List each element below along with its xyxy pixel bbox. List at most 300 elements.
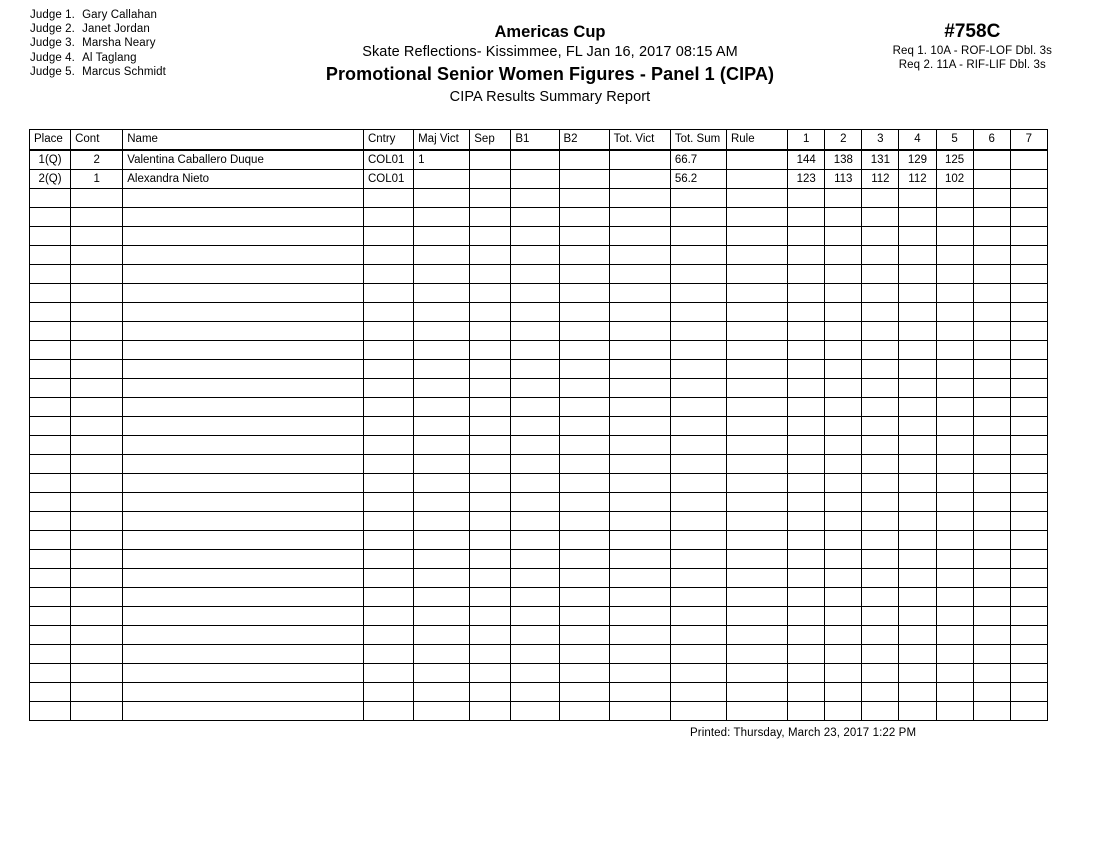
cell-empty (414, 417, 470, 436)
cell-empty (936, 227, 973, 246)
cell-empty (899, 645, 936, 664)
cell-empty (936, 664, 973, 683)
cell-empty (973, 189, 1010, 208)
cell-empty (123, 569, 364, 588)
cell-empty (726, 626, 787, 645)
table-row-empty (30, 607, 1048, 626)
cell-empty (511, 512, 559, 531)
cell-empty (1010, 474, 1047, 493)
cell-empty (123, 645, 364, 664)
cell-empty (511, 265, 559, 284)
cell-b2 (559, 170, 609, 189)
cell-empty (936, 398, 973, 417)
table-row-empty (30, 265, 1048, 284)
cell-empty (936, 550, 973, 569)
cell-empty (363, 607, 413, 626)
cell-empty (511, 436, 559, 455)
cell-empty (363, 645, 413, 664)
cell-empty (30, 417, 71, 436)
cell-empty (862, 531, 899, 550)
cell-empty (726, 455, 787, 474)
cell-empty (559, 436, 609, 455)
cell-empty (788, 189, 825, 208)
column-header-name: Name (123, 130, 364, 151)
cell-empty (123, 474, 364, 493)
cell-empty (470, 360, 511, 379)
cell-empty (670, 569, 726, 588)
cell-empty (71, 398, 123, 417)
cell-empty (414, 341, 470, 360)
cell-empty (71, 265, 123, 284)
cell-empty (470, 265, 511, 284)
cell-empty (936, 189, 973, 208)
cell-empty (363, 322, 413, 341)
cell-empty (899, 265, 936, 284)
cell-empty (726, 284, 787, 303)
cell-empty (973, 474, 1010, 493)
cell-empty (670, 455, 726, 474)
cell-empty (71, 417, 123, 436)
cell-empty (609, 569, 670, 588)
cell-empty (414, 265, 470, 284)
cell-empty (71, 702, 123, 721)
cell-empty (1010, 493, 1047, 512)
cell-empty (414, 246, 470, 265)
cell-empty (973, 208, 1010, 227)
cell-empty (123, 303, 364, 322)
table-row-empty (30, 303, 1048, 322)
cell-empty (511, 664, 559, 683)
cell-empty (30, 303, 71, 322)
cell-empty (899, 246, 936, 265)
cell-empty (30, 341, 71, 360)
column-header-rule: Rule (726, 130, 787, 151)
cell-empty (670, 265, 726, 284)
judge-label: Judge (30, 9, 62, 21)
cell-judge-score-3: 131 (862, 150, 899, 170)
judge-number: 1. (65, 9, 75, 21)
cell-rule (726, 150, 787, 170)
cell-empty (71, 474, 123, 493)
cell-empty (899, 208, 936, 227)
cell-empty (123, 531, 364, 550)
cell-empty (559, 607, 609, 626)
cell-empty (30, 436, 71, 455)
cell-empty (1010, 436, 1047, 455)
cell-empty (363, 702, 413, 721)
cell-empty (123, 189, 364, 208)
cell-empty (559, 189, 609, 208)
cell-empty (825, 284, 862, 303)
cell-judge-score-2: 138 (825, 150, 862, 170)
cell-empty (30, 569, 71, 588)
cell-empty (71, 569, 123, 588)
cell-empty (609, 550, 670, 569)
cell-empty (363, 569, 413, 588)
cell-empty (899, 360, 936, 379)
cell-empty (71, 227, 123, 246)
cell-empty (123, 246, 364, 265)
cell-empty (825, 550, 862, 569)
cell-empty (511, 683, 559, 702)
cell-empty (123, 322, 364, 341)
cell-empty (899, 683, 936, 702)
cell-empty (609, 702, 670, 721)
column-header-cntry: Cntry (363, 130, 413, 151)
cell-empty (670, 284, 726, 303)
table-body (30, 150, 1048, 721)
cell-empty (30, 645, 71, 664)
cell-empty (559, 569, 609, 588)
cell-empty (30, 227, 71, 246)
cell-empty (726, 664, 787, 683)
cell-empty (414, 645, 470, 664)
cell-empty (973, 550, 1010, 569)
cell-empty (363, 683, 413, 702)
cell-empty (973, 645, 1010, 664)
cell-empty (123, 455, 364, 474)
cell-empty (559, 303, 609, 322)
column-header-4: 4 (899, 130, 936, 151)
cell-empty (71, 455, 123, 474)
cell-empty (936, 360, 973, 379)
cell-empty (936, 626, 973, 645)
judge-label: Judge (30, 65, 62, 78)
column-header-2: 2 (825, 130, 862, 151)
column-header-7: 7 (1010, 130, 1047, 151)
cell-empty (670, 303, 726, 322)
judge-name: Al Taglang (82, 51, 137, 64)
cell-empty (825, 360, 862, 379)
cell-empty (862, 702, 899, 721)
cell-empty (511, 531, 559, 550)
cell-empty (71, 664, 123, 683)
cell-empty (726, 588, 787, 607)
cell-empty (1010, 455, 1047, 474)
cell-empty (973, 417, 1010, 436)
cell-empty (862, 493, 899, 512)
cell-empty (71, 341, 123, 360)
cell-empty (726, 303, 787, 322)
cell-empty (71, 645, 123, 664)
column-header-b2: B2 (559, 130, 609, 151)
cell-empty (973, 626, 1010, 645)
cell-empty (363, 189, 413, 208)
cell-empty (936, 512, 973, 531)
cell-empty (862, 588, 899, 607)
cell-empty (862, 436, 899, 455)
cell-empty (71, 208, 123, 227)
cell-empty (899, 379, 936, 398)
cell-empty (511, 493, 559, 512)
cell-empty (414, 455, 470, 474)
cell-empty (363, 588, 413, 607)
cell-empty (899, 436, 936, 455)
judges-panel (30, 8, 166, 79)
event-title: Americas Cup (494, 23, 606, 41)
cell-empty (511, 379, 559, 398)
cell-empty (123, 588, 364, 607)
cell-empty (363, 531, 413, 550)
cell-empty (414, 189, 470, 208)
cell-empty (363, 379, 413, 398)
cell-empty (670, 322, 726, 341)
column-header-sep: Sep (470, 130, 511, 151)
cell-empty (71, 683, 123, 702)
cell-empty (670, 531, 726, 550)
cell-empty (511, 322, 559, 341)
cell-empty (470, 455, 511, 474)
cell-empty (825, 569, 862, 588)
cell-empty (862, 341, 899, 360)
judge-entry-2 (30, 22, 166, 36)
cell-empty (1010, 379, 1047, 398)
column-header-3: 3 (862, 130, 899, 151)
cell-empty (30, 246, 71, 265)
cell-empty (1010, 398, 1047, 417)
judge-number: 3. (65, 37, 75, 50)
cell-empty (470, 683, 511, 702)
cell-empty (788, 265, 825, 284)
cell-empty (825, 227, 862, 246)
cell-empty (1010, 607, 1047, 626)
cell-empty (1010, 322, 1047, 341)
cell-empty (726, 645, 787, 664)
cell-empty (1010, 512, 1047, 531)
cell-empty (30, 702, 71, 721)
cell-empty (609, 588, 670, 607)
cell-empty (936, 645, 973, 664)
cell-empty (71, 626, 123, 645)
cell-empty (825, 664, 862, 683)
table-row (30, 170, 1048, 189)
cell-empty (559, 322, 609, 341)
event-number: #758C (944, 21, 1001, 42)
cell-empty (559, 455, 609, 474)
cell-empty (511, 284, 559, 303)
cell-empty (862, 284, 899, 303)
cell-empty (559, 417, 609, 436)
cell-empty (670, 493, 726, 512)
cell-empty (788, 531, 825, 550)
cell-empty (1010, 550, 1047, 569)
cell-empty (470, 379, 511, 398)
cell-empty (559, 626, 609, 645)
cell-empty (363, 303, 413, 322)
cell-empty (670, 588, 726, 607)
cell-empty (363, 436, 413, 455)
cell-empty (609, 265, 670, 284)
cell-empty (899, 417, 936, 436)
cell-empty (511, 588, 559, 607)
cell-empty (414, 360, 470, 379)
cell-empty (862, 265, 899, 284)
cell-empty (899, 512, 936, 531)
cell-empty (470, 398, 511, 417)
cell-empty (973, 436, 1010, 455)
cell-empty (1010, 588, 1047, 607)
cell-empty (788, 360, 825, 379)
column-header-place: Place (30, 130, 71, 151)
cell-empty (123, 227, 364, 246)
cell-empty (973, 265, 1010, 284)
cell-empty (1010, 265, 1047, 284)
cell-empty (414, 303, 470, 322)
cell-empty (788, 455, 825, 474)
cell-empty (788, 550, 825, 569)
cell-empty (609, 303, 670, 322)
cell-empty (973, 398, 1010, 417)
cell-empty (363, 664, 413, 683)
cell-empty (670, 189, 726, 208)
judge-label: Judge (30, 37, 62, 50)
cell-empty (511, 360, 559, 379)
judge-name: Marcus Schmidt (82, 65, 166, 78)
cell-empty (788, 493, 825, 512)
cell-empty (30, 664, 71, 683)
judge-number: 5. (65, 65, 75, 78)
cell-empty (559, 550, 609, 569)
cell-judge-score-6 (973, 150, 1010, 170)
results-table (29, 129, 1048, 721)
cell-empty (862, 417, 899, 436)
table-row-empty (30, 588, 1048, 607)
cell-b2 (559, 150, 609, 170)
cell-empty (936, 531, 973, 550)
cell-empty (862, 626, 899, 645)
cell-empty (363, 474, 413, 493)
cell-empty (559, 683, 609, 702)
cell-empty (862, 645, 899, 664)
cell-empty (862, 322, 899, 341)
cell-empty (936, 417, 973, 436)
cell-empty (862, 607, 899, 626)
cell-empty (973, 569, 1010, 588)
cell-empty (414, 531, 470, 550)
cell-empty (30, 360, 71, 379)
cell-empty (71, 360, 123, 379)
cell-empty (511, 626, 559, 645)
cell-empty (825, 493, 862, 512)
cell-empty (559, 265, 609, 284)
cell-empty (788, 626, 825, 645)
cell-empty (30, 512, 71, 531)
cell-empty (973, 379, 1010, 398)
cell-empty (726, 341, 787, 360)
table-row-empty (30, 246, 1048, 265)
cell-empty (71, 531, 123, 550)
cell-empty (936, 265, 973, 284)
cell-empty (862, 398, 899, 417)
cell-empty (414, 607, 470, 626)
cell-empty (559, 493, 609, 512)
column-header-cont: Cont (71, 130, 123, 151)
cell-empty (973, 227, 1010, 246)
cell-empty (414, 569, 470, 588)
cell-empty (71, 303, 123, 322)
cell-empty (470, 588, 511, 607)
judge-entry-4 (30, 51, 166, 65)
table-row-empty (30, 626, 1048, 645)
cell-empty (862, 455, 899, 474)
judge-entry-5 (30, 65, 166, 79)
cell-empty (670, 607, 726, 626)
cell-empty (609, 493, 670, 512)
cell-tot-vict (609, 150, 670, 170)
cell-empty (363, 265, 413, 284)
cell-empty (609, 474, 670, 493)
cell-empty (71, 436, 123, 455)
cell-cont: 1 (71, 170, 123, 189)
cell-sep (470, 170, 511, 189)
cell-empty (30, 607, 71, 626)
cell-empty (511, 246, 559, 265)
cell-place: 2(Q) (30, 170, 71, 189)
cell-empty (609, 322, 670, 341)
cell-empty (470, 474, 511, 493)
cell-judge-score-4: 129 (899, 150, 936, 170)
cell-sep (470, 150, 511, 170)
cell-empty (123, 664, 364, 683)
cell-empty (726, 493, 787, 512)
cell-empty (609, 341, 670, 360)
cell-cntry: COL01 (363, 150, 413, 170)
requirements-list (893, 44, 1052, 72)
cell-empty (470, 493, 511, 512)
cell-empty (511, 607, 559, 626)
cell-empty (470, 284, 511, 303)
cell-empty (726, 322, 787, 341)
cell-empty (936, 379, 973, 398)
cell-empty (609, 360, 670, 379)
cell-empty (726, 569, 787, 588)
column-header-1: 1 (788, 130, 825, 151)
judge-name: Janet Jordan (82, 23, 150, 36)
column-header-b1: B1 (511, 130, 559, 151)
cell-empty (1010, 702, 1047, 721)
cell-empty (670, 664, 726, 683)
cell-empty (973, 683, 1010, 702)
cell-empty (726, 208, 787, 227)
cell-empty (363, 550, 413, 569)
table-header-row (30, 130, 1048, 151)
cell-empty (1010, 360, 1047, 379)
cell-empty (71, 322, 123, 341)
cell-tot-vict (609, 170, 670, 189)
cell-empty (123, 265, 364, 284)
cell-empty (30, 322, 71, 341)
cell-empty (470, 189, 511, 208)
cell-empty (1010, 303, 1047, 322)
table-row-empty (30, 664, 1048, 683)
judge-number: 2. (65, 23, 75, 36)
cell-empty (470, 626, 511, 645)
cell-empty (71, 284, 123, 303)
cell-empty (470, 341, 511, 360)
cell-empty (414, 550, 470, 569)
table-row-empty (30, 398, 1048, 417)
cell-empty (973, 512, 1010, 531)
cell-empty (511, 455, 559, 474)
cell-empty (862, 189, 899, 208)
table-row-empty (30, 417, 1048, 436)
cell-tot-sum: 56.2 (670, 170, 726, 189)
cell-empty (936, 284, 973, 303)
judge-entry-3 (30, 36, 166, 50)
cell-empty (609, 512, 670, 531)
cell-empty (414, 664, 470, 683)
cell-empty (414, 379, 470, 398)
